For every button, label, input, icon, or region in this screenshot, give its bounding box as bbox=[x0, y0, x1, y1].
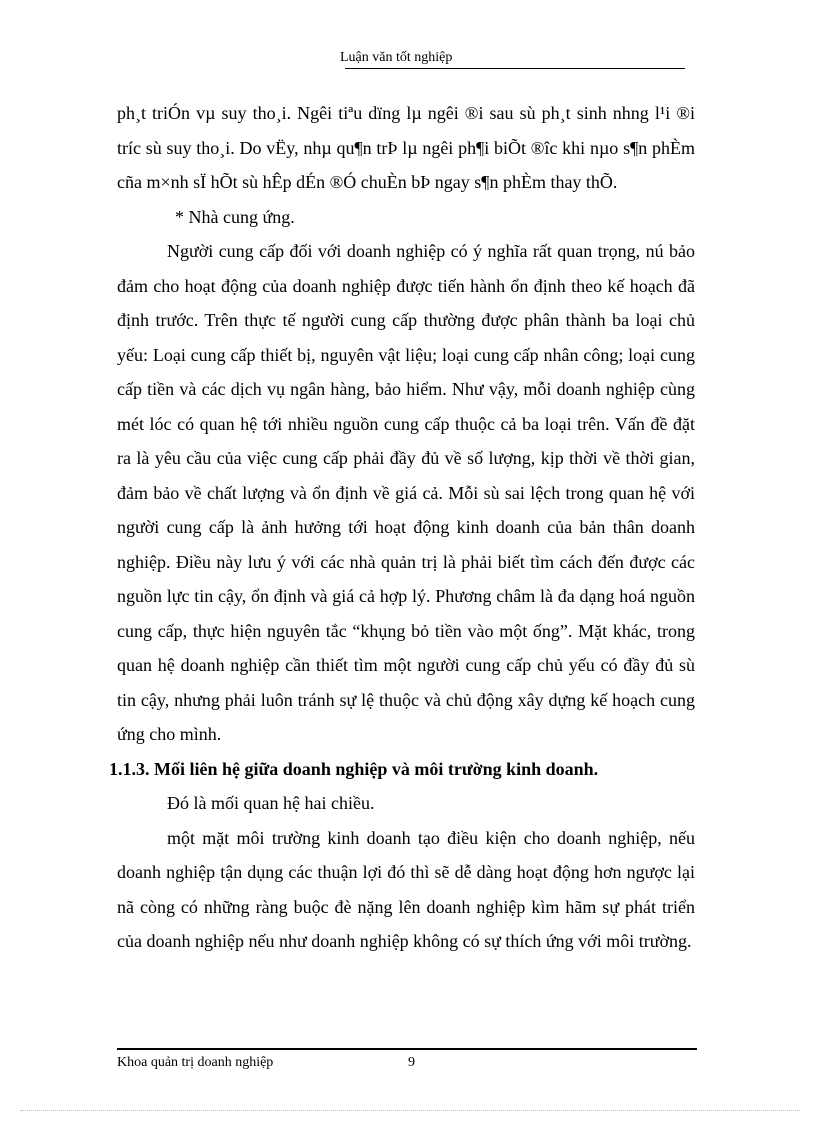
header-rule bbox=[345, 68, 685, 69]
page-bottom-dotted-border bbox=[20, 1110, 800, 1111]
paragraph-2: Người cung cấp đối với doanh nghiệp có ý nghĩa rất quan trọng, nú bảo đảm cho hoạt động của doanh nghiệp được tiến hành ổn định theo kế hoạch đã định trước. Trên thực tế người cung cấp thường được phân thành ba loại chủ yếu: Loại cung cấp thiết bị, nguyên vật liệu; loại cung cấp nhân công; loại cung cấp tiền và các dịch vụ ngân hàng, bảo hiểm. Như vậy, mỗi doanh nghiệp cùng mét lóc có quan hệ tới nhiều nguồn cung cấp thuộc cả ba loại trên. Vấn đề đặt ra là yêu cầu của việc cung cấp phải đầy đủ về số lượng, kịp thời về thời gian, đảm bảo về chất lượng và ổn định về giá cả. Mỗi sù sai lệch trong quan hệ với người cung cấp là ảnh hưởng tới hoạt động kinh doanh của bản thân doanh nghiệp. Điều này lưu ý với các nhà quản trị là phải biết tìm cách đến được các nguồn lực tin cậy, ổn định và giá cả hợp lý. Phương châm là đa dạng hoá nguồn cung cấp, thực hiện nguyên tắc “khụng bỏ tiền vào một ống”. Mặt khác, trong quan hệ doanh nghiệp cần thiết tìm một người cung cấp chủ yếu có đầy đủ sù tin cậy, nhưng phải luôn tránh sự lệ thuộc và chủ động xây dựng kế hoạch cung ứng cho mình. bbox=[117, 241, 695, 744]
page-number: 9 bbox=[408, 1055, 415, 1070]
page-header-title: Luận văn tốt nghiệp bbox=[340, 50, 453, 65]
paragraph-4: một mặt môi trường kinh doanh tạo điều kiện cho doanh nghiệp, nếu doanh nghiệp tận dụng các thuận lợi đó thì sẽ dễ dàng hoạt động hơn ngược lại nã còng có những ràng buộc đè nặng lên doanh nghiệp kìm hãm sự phát triển của doanh nghiệp nếu như doanh nghiệp không có sự thích ứng với môi trường. bbox=[117, 827, 695, 951]
subheading-supplier: * Nhà cung ứng. bbox=[175, 206, 295, 227]
paragraph-3: Đó là mối quan hệ hai chiều. bbox=[167, 793, 375, 813]
footer-department: Khoa quản trị doanh nghiệp bbox=[117, 1055, 274, 1070]
section-heading: 1.1.3. Mối liên hệ giữa doanh nghiệp và môi trường kinh doanh. bbox=[109, 758, 599, 779]
paragraph-1: ph¸t triÓn vµ suy tho¸i. Ngêi tiªu dïng lµ ngêi ®i sau sù ph¸t sinh nhng l¹i ®i tríc sù suy tho¸i. Do vËy, nhµ qu¶n trÞ lµ ngêi ph¶i biÕt ®îc khi nµo s¶n phÈm cña m×nh sÏ hÕt sù hÊp dÉn ®Ó chuÈn bÞ ngay s¶n phÈm thay thÕ. bbox=[117, 103, 695, 192]
footer-rule bbox=[117, 1048, 697, 1050]
page-body bbox=[109, 96, 695, 959]
